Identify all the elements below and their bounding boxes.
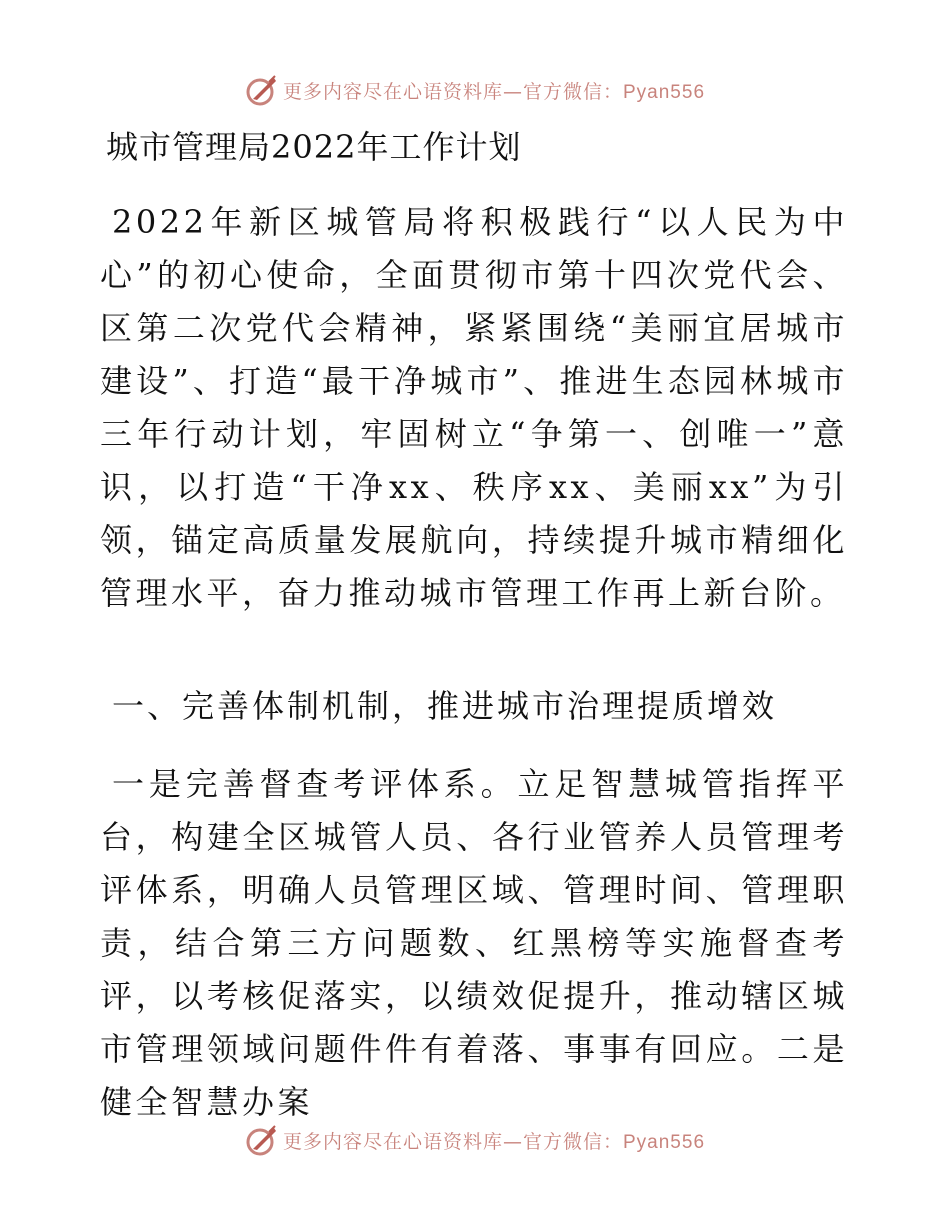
paragraph-section-1: 一是完善督查考评体系。立足智慧城管指挥平台，构建全区城管人员、各行业管养人员管理考评体系，明确人员管理区域、管理时间、管理职责，结合第三方问题数、红黑榜等实施督查考评，以考核促落实，以绩效促提升，推动辖区城市管理领域问题件件有着落、事事有回应。二是健全智慧办案 xyxy=(100,765,848,1121)
section-heading-1: 一、完善体制机制，推进城市治理提质增效 xyxy=(112,687,778,725)
watermark-header xyxy=(0,70,950,110)
quill-logo-icon xyxy=(245,73,279,107)
watermark-text: 更多内容尽在心语资料库—官方微信：Pyan556 xyxy=(282,80,706,103)
quill-logo-icon xyxy=(245,1123,279,1157)
watermark-text: 更多内容尽在心语资料库—官方微信：Pyan556 xyxy=(282,1130,706,1153)
paragraph-intro: 2022年新区城管局将积极践行“以人民为中心”的初心使命，全面贯彻市第十四次党代会、区第二次党代会精神，紧紧围绕“美丽宜居城市建设”、打造“最干净城市”、推进生态园林城市三年行动计划，牢固树立“争第一、创唯一”意识，以打造“干净xx、秩序xx、美丽xx”为引领，锚定高质量发展航向，持续提升城市精细化管理水平，奋力推动城市管理工作再上新台阶。 xyxy=(100,203,848,612)
document-title: 城市管理局2022年工作计划 xyxy=(106,128,522,166)
watermark-footer xyxy=(0,1120,950,1160)
